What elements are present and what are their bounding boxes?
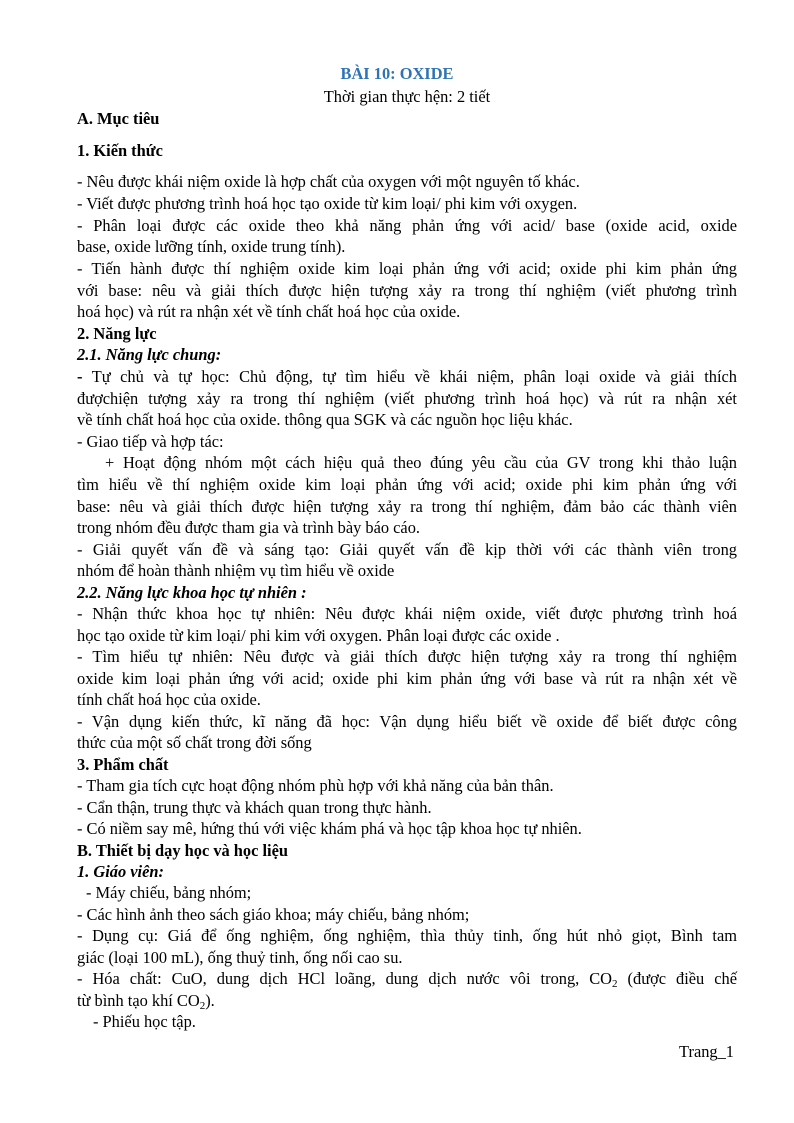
paragraph-line xyxy=(77,991,215,1011)
paragraph-line: - Dụng cụ: Giá để ống nghiệm, ống nghiệm, thìa thủy tinh, ống hút nhỏ giọt, Bình tam xyxy=(77,926,737,945)
paragraph-line: - Tiến hành được thí nghiệm oxide kim loại phản ứng với acid; oxide phi kim phản ứng xyxy=(77,259,737,278)
paragraph-line: - Viết được phương trình hoá học tạo oxide từ kim loại/ phi kim với oxygen. xyxy=(77,194,578,213)
lesson-title: BÀI 10: OXIDE xyxy=(340,64,454,83)
subscript: 2 xyxy=(612,978,618,990)
paragraph-line: base, oxide lưỡng tính, oxide trung tính). xyxy=(77,237,346,256)
paragraph-line: - Có niềm say mê, hứng thú với việc khám phá và học tập khoa học tự nhiên. xyxy=(77,819,582,838)
paragraph-text: từ bình tạo khí CO xyxy=(77,991,200,1010)
paragraph-line: oxide kim loại phản ứng với acid; oxide phi kim phản ứng với base và rút ra nhận xét về xyxy=(77,669,737,688)
paragraph-line: đượchiện tượng xảy ra trong thí nghiệm (viết phương trình hoá học) và rút ra nhận xét xyxy=(77,389,737,408)
paragraph-line: - Phân loại được các oxide theo khả năng phản ứng với acid/ base (oxide acid, oxide xyxy=(77,216,737,235)
lesson-duration: Thời gian thực hện: 2 tiết xyxy=(323,87,491,106)
paragraph-line: với base: nêu và giải thích được hiện tượng xảy ra trong thí nghiệm (viết phương trình xyxy=(77,281,737,300)
paragraph-line: - Máy chiếu, bảng nhóm; xyxy=(86,883,252,902)
qualities-heading: 3. Phẩm chất xyxy=(77,755,169,774)
dash-bold: - xyxy=(77,367,83,386)
general-competency-heading: 2.1. Năng lực chung: xyxy=(77,345,222,364)
paragraph-line: trong nhóm đều được tham gia và trình bày báo cáo. xyxy=(77,518,420,537)
science-competency-heading: 2.2. Năng lực khoa học tự nhiên : xyxy=(77,583,307,602)
paragraph-line: hoá học) và rút ra nhận xét về tính chất hoá học của oxide. xyxy=(77,302,461,321)
paragraph-line: - Các hình ảnh theo sách giáo khoa; máy chiếu, bảng nhóm; xyxy=(77,905,470,924)
paragraph-line: - Tìm hiểu tự nhiên: Nêu được và giải thích được hiện tượng xảy ra trong thí nghiệm xyxy=(77,647,737,666)
paragraph-line: - Giao tiếp và hợp tác: xyxy=(77,432,224,451)
paragraph-line: - Nêu được khái niệm oxide là hợp chất của oxygen với một nguyên tố khác. xyxy=(77,172,580,191)
paragraph-line: + Hoạt động nhóm một cách hiệu quả theo đúng yêu cầu của GV trong khi thảo luận xyxy=(105,453,737,472)
paragraph-line: nhóm để hoàn thành nhiệm vụ tìm hiểu về oxide xyxy=(77,561,395,580)
paragraph-text: Tự chủ và tự học: Chủ động, tự tìm hiểu về khái niệm, phân loại oxide và giải thích xyxy=(82,367,737,386)
page-number: Trang_1 xyxy=(679,1042,734,1061)
paragraph-line: giác (loại 100 mL), ống thuỷ tinh, ống nối cao su. xyxy=(77,948,403,967)
section-a-heading: A. Mục tiêu xyxy=(77,109,160,128)
paragraph-line: - Phiếu học tập. xyxy=(93,1012,196,1031)
paragraph-text: (được điều chế xyxy=(617,969,737,988)
paragraph-line: học tạo oxide từ kim loại/ phi kim với oxygen. Phân loại được các oxide . xyxy=(77,626,560,645)
teacher-heading: 1. Giáo viên: xyxy=(77,862,164,881)
paragraph-line: - Vận dụng kiến thức, kĩ năng đã học: Vận dụng hiểu biết về oxide để biết được công xyxy=(77,712,737,731)
paragraph-line: thức của một số chất trong đời sống xyxy=(77,733,312,752)
paragraph-line: - Tham gia tích cực hoạt động nhóm phù hợp với khả năng của bản thân. xyxy=(77,776,554,795)
subscript: 2 xyxy=(199,1000,206,1012)
section-b-heading: B. Thiết bị dạy học và học liệu xyxy=(77,841,288,860)
paragraph-line: tìm hiểu về thí nghiệm oxide kim loại phản ứng với acid; oxide phi kim phản ứng với xyxy=(77,475,737,494)
paragraph-line: về tính chất hoá học của oxide. thông qua SGK và các nguồn học liệu khác. xyxy=(77,410,573,429)
competency-heading: 2. Năng lực xyxy=(77,324,157,343)
knowledge-heading: 1. Kiến thức xyxy=(77,141,163,160)
paragraph-line: - Cẩn thận, trung thực và khách quan trong thực hành. xyxy=(77,798,432,817)
paragraph-text: - Hóa chất: CuO, dung dịch HCl loãng, dung dịch nước vôi trong, CO xyxy=(77,969,613,988)
paragraph-text: ). xyxy=(205,991,215,1010)
paragraph-line: - Nhận thức khoa học tự nhiên: Nêu được khái niệm oxide, viết được phương trình hoá xyxy=(77,604,737,623)
paragraph-line: tính chất hoá học của oxide. xyxy=(77,690,261,709)
paragraph-line: - Giải quyết vấn đề và sáng tạo: Giải quyết vấn đề kịp thời với các thành viên trong xyxy=(77,540,737,559)
paragraph-line xyxy=(77,367,737,387)
paragraph-line xyxy=(77,969,737,989)
paragraph-line: base: nêu và giải thích được hiện tượng xảy ra trong thí nghiệm, đảm bảo các thành viên xyxy=(77,497,737,516)
